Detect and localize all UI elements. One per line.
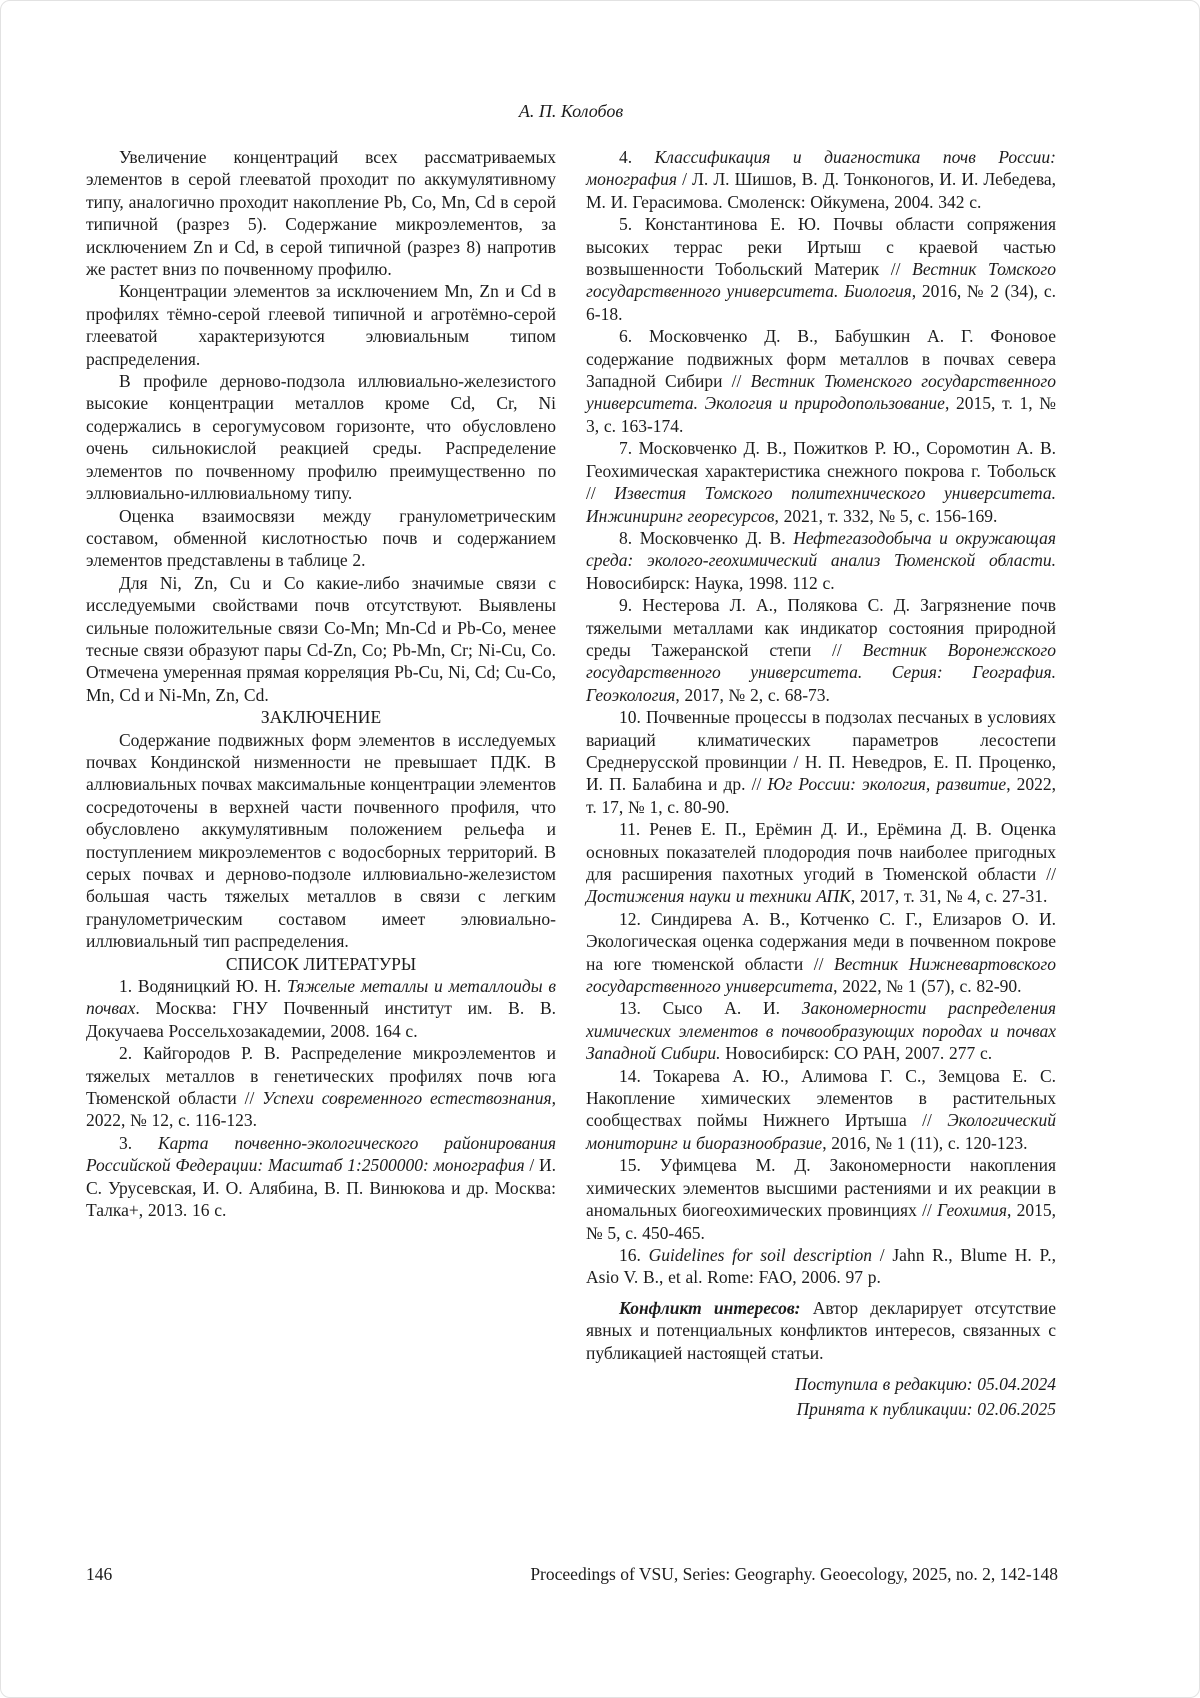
- reference-item: 14. Токарева А. Ю., Алимова Г. С., Земцова Е. С. Накопление химических элементов в растительных сообществах поймы Нижнего Иртыша // Экологический мониторинг и биоразнообразие, 2016, № 1 (11), с. 120-123.: [586, 1065, 1056, 1153]
- left-column: [86, 146, 556, 1422]
- reference-item: 12. Синдирева А. В., Котченко С. Г., Елизаров О. И. Экологическая оценка содержания меди в почвенном покрове на юге тюменской области // Вестник Нижневартовского государственного университета, 2022, № 1 (57), с. 82-90.: [586, 908, 1056, 997]
- reference-item: 3. Карта почвенно-экологического районирования Российской Федерации: Масштаб 1:2500000: монография / И. С. Урусевская, И. О. Алябина, В. П. Винюкова и др. Москва: Талка+, 2013. 16 с.: [86, 1132, 556, 1221]
- body-paragraph: Увеличение концентраций всех рассматриваемых элементов в серой глееватой проходит по аккумулятивному типу, аналогично проходит накопление Pb, Co, Mn, Cd в серой типичной (разрез 5). Содержание микроэлементов, за исключением Zn и Cd, в серой типичной (разрез 8) напротив же растет вниз по почвенному профилю.: [86, 147, 556, 280]
- section-heading: ЗАКЛЮЧЕНИЕ: [260, 707, 382, 728]
- page-footer: [86, 1563, 1058, 1585]
- reference-item: 15. Уфимцева М. Д. Закономерности накопления химических элементов высшими растениями и их реакции в аномальных биогеохимических провинциях // Геохимия, 2015, № 5, с. 450-465.: [586, 1155, 1056, 1243]
- text-columns: [86, 146, 1056, 1422]
- reference-item: 1. Водяницкий Ю. Н. Тяжелые металлы и металлоиды в почвах. Москва: ГНУ Почвенный институт им. В. В. Докучаева Россельхозакадемии, 2008. 164 с.: [86, 976, 556, 1041]
- conflict-of-interest-note: Конфликт интересов: Автор декларирует отсутствие явных и потенциальных конфликтов интересов, связанных с публикацией настоящей статьи.: [586, 1297, 1057, 1363]
- reference-item: 13. Сысо А. И. Закономерности распределения химических элементов в почвообразующих породах и почвах Западной Сибири. Новосибирск: СО РАН, 2007. 277 с.: [586, 998, 1057, 1064]
- body-paragraph: Концентрации элементов за исключением Mn, Zn и Cd в профилях тёмно-серой глеевой типичной и агротёмно-серой глееватой характеризуются элювиальным типом распределения.: [86, 281, 556, 369]
- body-paragraph: Оценка взаимосвязи между гранулометрическим составом, обменной кислотностью почв и содержанием элементов представлены в таблице 2.: [86, 505, 556, 571]
- reference-item: 5. Константинова Е. Ю. Почвы области сопряжения высоких террас реки Иртыш с краевой частью возвышенности Тобольский Материк // Вестник Томского государственного университета. Биология, 2016, № 2 (34), с. 6-18.: [586, 214, 1056, 324]
- right-column: [586, 146, 1056, 1422]
- page-number: 146: [86, 1564, 113, 1584]
- running-head-author: А. П. Колобов: [518, 101, 624, 121]
- reference-item: 7. Московченко Д. В., Пожитков Р. Ю., Соромотин А. В. Геохимическая характеристика снежного покрова г. Тобольск // Известия Томского политехнического университета. Инжиниринг георесурсов, 2021, т. 332, № 5, с. 156-169.: [586, 438, 1056, 526]
- reference-item: 8. Московченко Д. В. Нефтегазодобыча и окружающая среда: эколого-геохимический анализ Тюменской области. Новосибирск: Наука, 1998. 112 с.: [586, 527, 1056, 593]
- reference-item: 2. Кайгородов Р. В. Распределение микроэлементов и тяжелых металлов в генетических профилях почв юга Тюменской области // Успехи современного естествознания, 2022, № 12, с. 116-123.: [86, 1043, 556, 1131]
- section-heading: СПИСОК ЛИТЕРАТУРЫ: [225, 953, 417, 974]
- reference-item: 6. Московченко Д. В., Бабушкин А. Г. Фоновое содержание подвижных форм металлов в почвах севера Западной Сибири // Вестник Тюменского государственного университета. Экология и природопользование, 2015, т. 1, № 3, с. 163-174.: [586, 326, 1056, 436]
- date-line: Поступила в редакцию: 05.04.2024: [794, 1373, 1056, 1394]
- body-paragraph: В профиле дерново-подзола иллювиально-железистого высокие концентрации металлов кроме Cd, Cr, Ni содержались в серогумусовом горизонте, что обусловлено очень сильнокислой реакцией среды. Распределение элементов по почвенному профилю преимущественно по эллювиально-иллювиальному типу.: [86, 371, 556, 504]
- reference-item: 4. Классификация и диагностика почв России: монография / Л. Л. Шишов, В. Д. Тонконогов, И. И. Лебедева, М. И. Герасимова. Смоленск: Ойкумена, 2004. 342 с.: [586, 147, 1056, 212]
- body-paragraph: Для Ni, Zn, Cu и Co какие-либо значимые связи с исследуемыми свойствами почв отсутствуют. Выявлены сильные положительные связи Co-Mn; Mn-Cd и Pb-Co, менее тесные связи образуют пары Cd-Zn, Co; Pb-Mn, Cr; Ni-Cu, Co. Отмечена умеренная прямая корреляция Pb-Cu, Ni, Cd; Cu-Co, Mn, Cd и Ni-Mn, Zn, Cd.: [86, 572, 556, 705]
- date-line: Принята к публикации: 02.06.2025: [796, 1398, 1056, 1419]
- body-paragraph: Содержание подвижных форм элементов в исследуемых почвах Кондинской низменности не превышает ПДК. В аллювиальных почвах максимальные концентрации элементов сосредоточены в верхней части почвенного профиля, что обусловлено аккумулятивным положением рельефа и поступлением микроэлементов с водосборных территорий. В серых почвах и дерново-подзоле иллювиально-железистом большая часть тяжелых металлов в связи с легким гранулометрическим составом имеет элювиально-иллювиальный тип распределения.: [86, 729, 556, 952]
- reference-item: 16. Guidelines for soil description / Jahn R., Blume H. P., Asio V. B., et al. Rome: FAO, 2006. 97 p.: [586, 1244, 1056, 1288]
- reference-item: 11. Ренев Е. П., Ерёмин Д. И., Ерёмина Д. В. Оценка основных показателей плодородия почв наиболее пригодных для расширения пахотных угодий в Тюменской области // Достижения науки и техники АПК, 2017, т. 31, № 4, с. 27-31.: [586, 819, 1056, 907]
- journal-citation: Proceedings of VSU, Series: Geography. Geoecology, 2025, no. 2, 142-148: [530, 1564, 1058, 1584]
- reference-item: 10. Почвенные процессы в подзолах песчаных в условиях вариаций климатических параметров лесостепи Среднерусской провинции / Н. П. Неведров, Е. П. Проценко, И. П. Балабина и др. // Юг России: экология, развитие, 2022, т. 17, № 1, с. 80-90.: [586, 707, 1056, 817]
- reference-item: 9. Нестерова Л. А., Полякова С. Д. Загрязнение почв тяжелыми металлами как индикатор состояния природной среды Тажеранской степи // Вестник Воронежского государственного университета. Серия: География. Геоэкология, 2017, № 2, с. 68-73.: [586, 595, 1056, 705]
